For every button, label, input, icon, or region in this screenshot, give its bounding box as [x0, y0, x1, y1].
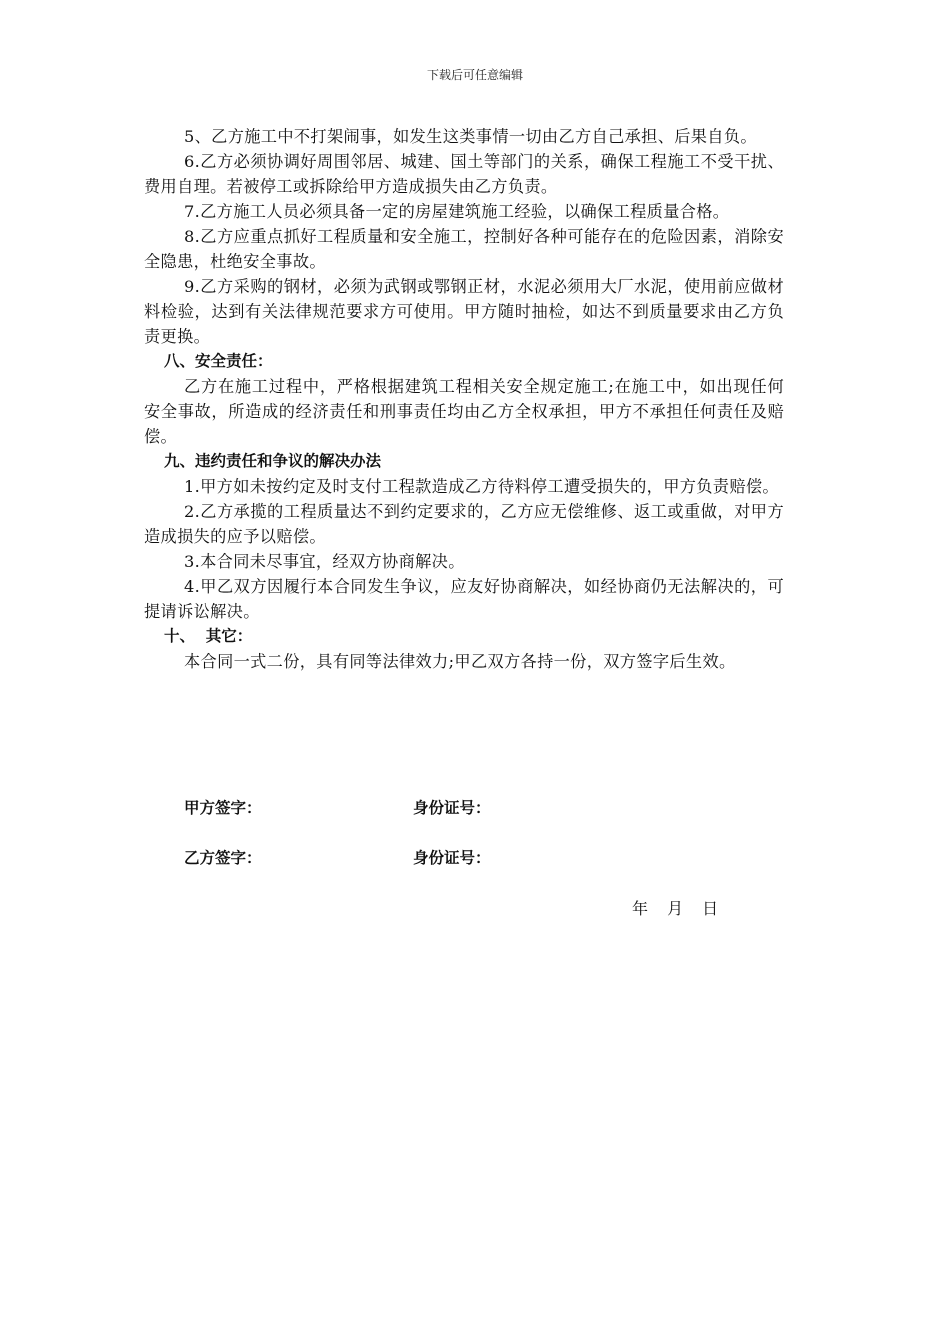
party-b-id-label: 身份证号： [413, 849, 491, 867]
party-b-signature-label: 乙方签字： [184, 849, 262, 867]
clause-9: 9.乙方采购的钢材，必须为武钢或鄂钢正材，水泥必须用大厂水泥，使用前应做材料检验，达到有关法律规范要求方可使用。甲方随时抽检，如达不到质量要求由乙方负责更换。 [144, 277, 784, 346]
breach-clause-4: 4.甲乙双方因履行本合同发生争议，应友好协商解决，如经协商仍无法解决的，可提请诉讼解决。 [144, 577, 784, 621]
section-heading-safety: 八、安全责任： [164, 352, 273, 370]
clause-7: 7.乙方施工人员必须具备一定的房屋建筑施工经验，以确保工程质量合格。 [184, 202, 730, 221]
party-a-id-label: 身份证号： [413, 799, 491, 817]
section-heading-other: 十、 其它： [164, 627, 253, 645]
section-heading-breach: 九、违约责任和争议的解决办法 [164, 452, 382, 470]
party-a-signature-label: 甲方签字： [184, 799, 262, 817]
breach-clause-3: 3.本合同未尽事宜，经双方协商解决。 [184, 552, 465, 571]
safety-paragraph: 乙方在施工过程中，严格根据建筑工程相关安全规定施工;在施工中，如出现任何安全事故，所造成的经济责任和刑事责任均由乙方全权承担，甲方不承担任何责任及赔偿。 [144, 377, 784, 446]
breach-clause-2: 2.乙方承揽的工程质量达不到约定要求的，乙方应无偿维修、返工或重做，对甲方造成损失的应予以赔偿。 [144, 502, 784, 546]
contract-body [144, 124, 784, 674]
clause-8: 8.乙方应重点抓好工程质量和安全施工，控制好各种可能存在的危险因素，消除安全隐患，杜绝安全事故。 [144, 227, 784, 271]
header-note: 下载后可任意编辑 [426, 68, 523, 82]
breach-clause-1: 1.甲方如未按约定及时支付工程款造成乙方待料停工遭受损失的，甲方负责赔偿。 [184, 477, 779, 496]
date-line: 年 月 日 [632, 899, 719, 918]
clause-5: 5、乙方施工中不打架闹事，如发生这类事情一切由乙方自己承担、后果自负。 [184, 127, 757, 146]
other-paragraph: 本合同一式二份，具有同等法律效力;甲乙双方各持一份，双方签字后生效。 [184, 652, 736, 671]
clause-6: 6.乙方必须协调好周围邻居、城建、国土等部门的关系，确保工程施工不受干扰、费用自理。若被停工或拆除给甲方造成损失由乙方负责。 [144, 152, 784, 196]
